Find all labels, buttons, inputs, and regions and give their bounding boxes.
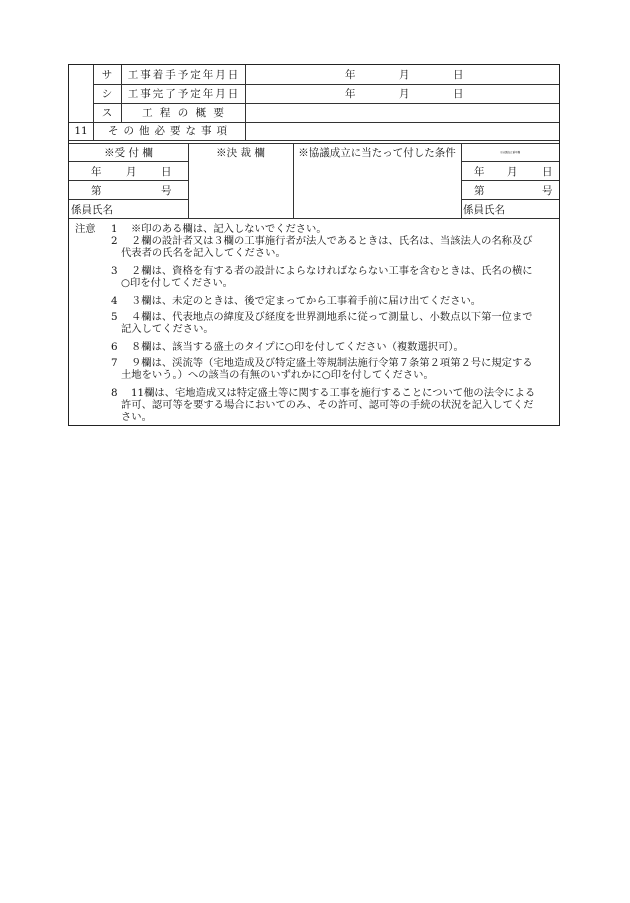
reception-header: ※受 付 欄: [104, 147, 153, 159]
end-date-month[interactable]: 月: [399, 88, 410, 100]
col-divider: [245, 65, 246, 140]
note-number: 6: [111, 341, 118, 353]
row-mark-su: ス: [101, 107, 113, 119]
note-number: 4: [111, 295, 118, 307]
note-line: ３欄は、未定のときは、後で定まってから工事着手前に届け出てください。: [131, 295, 482, 307]
note-number: 3: [111, 265, 118, 277]
note-line: 記入してください。: [121, 323, 214, 335]
start-date-label: 工事着手予定年月日: [127, 69, 241, 81]
note-number: 2: [111, 235, 118, 247]
agreement-number-header: ※協議成立番号欄: [499, 151, 520, 154]
row-divider: [69, 180, 188, 181]
other-matters-label: その他必要な事項: [108, 125, 232, 137]
agreement-month: 月: [507, 166, 518, 178]
note-line: ２欄は、資格を有する者の設計によらなければならない工事を含むときは、氏名の横に: [131, 265, 533, 277]
conditions-header: ※協議成立に当たって付した条件: [298, 147, 456, 159]
end-date-label: 工事完了予定年月日: [127, 88, 241, 100]
row-divider: [69, 122, 559, 123]
note-line: 許可、認可等を要する場合においてのみ、その許可、認可等の手続の状況を記入してくだ: [121, 399, 534, 411]
start-date-month[interactable]: 月: [399, 69, 410, 81]
note-line: 代表者の氏名を記入してください。: [121, 247, 286, 259]
row-divider: [69, 140, 559, 141]
note-line: ※印のある欄は、記入しないでください。: [131, 223, 327, 235]
reception-month: 月: [126, 166, 137, 178]
end-date-year[interactable]: 年: [345, 88, 356, 100]
note-line: ９欄は、渓流等（宅地造成及び特定盛土等規制法施行令第７条第２項第２号に規定する: [131, 357, 533, 369]
note-line: さい。: [121, 411, 152, 423]
row-divider: [461, 199, 559, 200]
note-line: ８欄は、該当する盛土のタイプに○印を付してください（複数選択可）。: [131, 341, 464, 353]
row-mark-shi: シ: [101, 88, 113, 100]
row-divider: [69, 199, 188, 200]
row-divider: [69, 161, 188, 162]
note-number: 7: [111, 357, 118, 369]
note-line: 土地をいう。）への該当の有無のいずれかに○印を付してください。: [121, 369, 434, 381]
process-overview-label: 工 程 の 概 要: [142, 107, 226, 119]
end-date-day[interactable]: 日: [453, 88, 464, 100]
row-divider: [93, 84, 559, 85]
row-divider: [69, 218, 559, 219]
agreement-no-prefix: 第: [474, 185, 485, 197]
note-number: 1: [111, 223, 118, 235]
reception-no-suffix: 号: [161, 185, 172, 197]
row-divider: [461, 180, 559, 181]
start-date-day[interactable]: 日: [453, 69, 464, 81]
agreement-day: 日: [542, 166, 553, 178]
note-line: ４欄は、代表地点の緯度及び経度を世界測地系に従って測量し、小数点以下第一位まで: [131, 311, 533, 323]
decision-header: ※決 裁 欄: [216, 147, 265, 159]
reception-year: 年: [91, 166, 102, 178]
notes-label: 注意: [75, 223, 96, 235]
agreement-staff-label: 係員氏名: [463, 204, 505, 216]
note-number: 8: [111, 387, 118, 399]
reception-no-prefix: 第: [91, 185, 102, 197]
row-mark-sa: サ: [101, 69, 113, 81]
note-line: ２欄の設計者又は３欄の工事施行者が法人であるときは、氏名は、当該法人の名称及び: [131, 235, 533, 247]
col-divider: [93, 122, 94, 140]
row-divider: [69, 143, 559, 144]
row-divider: [93, 103, 559, 104]
reception-day: 日: [161, 166, 172, 178]
reception-staff-label: 係員氏名: [71, 204, 113, 216]
row-divider: [461, 161, 559, 162]
note-line: ○印を付してください。: [121, 277, 233, 289]
start-date-year[interactable]: 年: [345, 69, 356, 81]
note-number: 5: [111, 311, 118, 323]
form-table: [68, 64, 560, 426]
row-number-11: 11: [74, 125, 88, 137]
col-divider: [121, 65, 122, 122]
note-line: 11欄は、宅地造成又は特定盛土等に関する工事を施行することについて他の法令による: [131, 387, 536, 399]
agreement-year: 年: [474, 166, 485, 178]
agreement-no-suffix: 号: [542, 185, 553, 197]
